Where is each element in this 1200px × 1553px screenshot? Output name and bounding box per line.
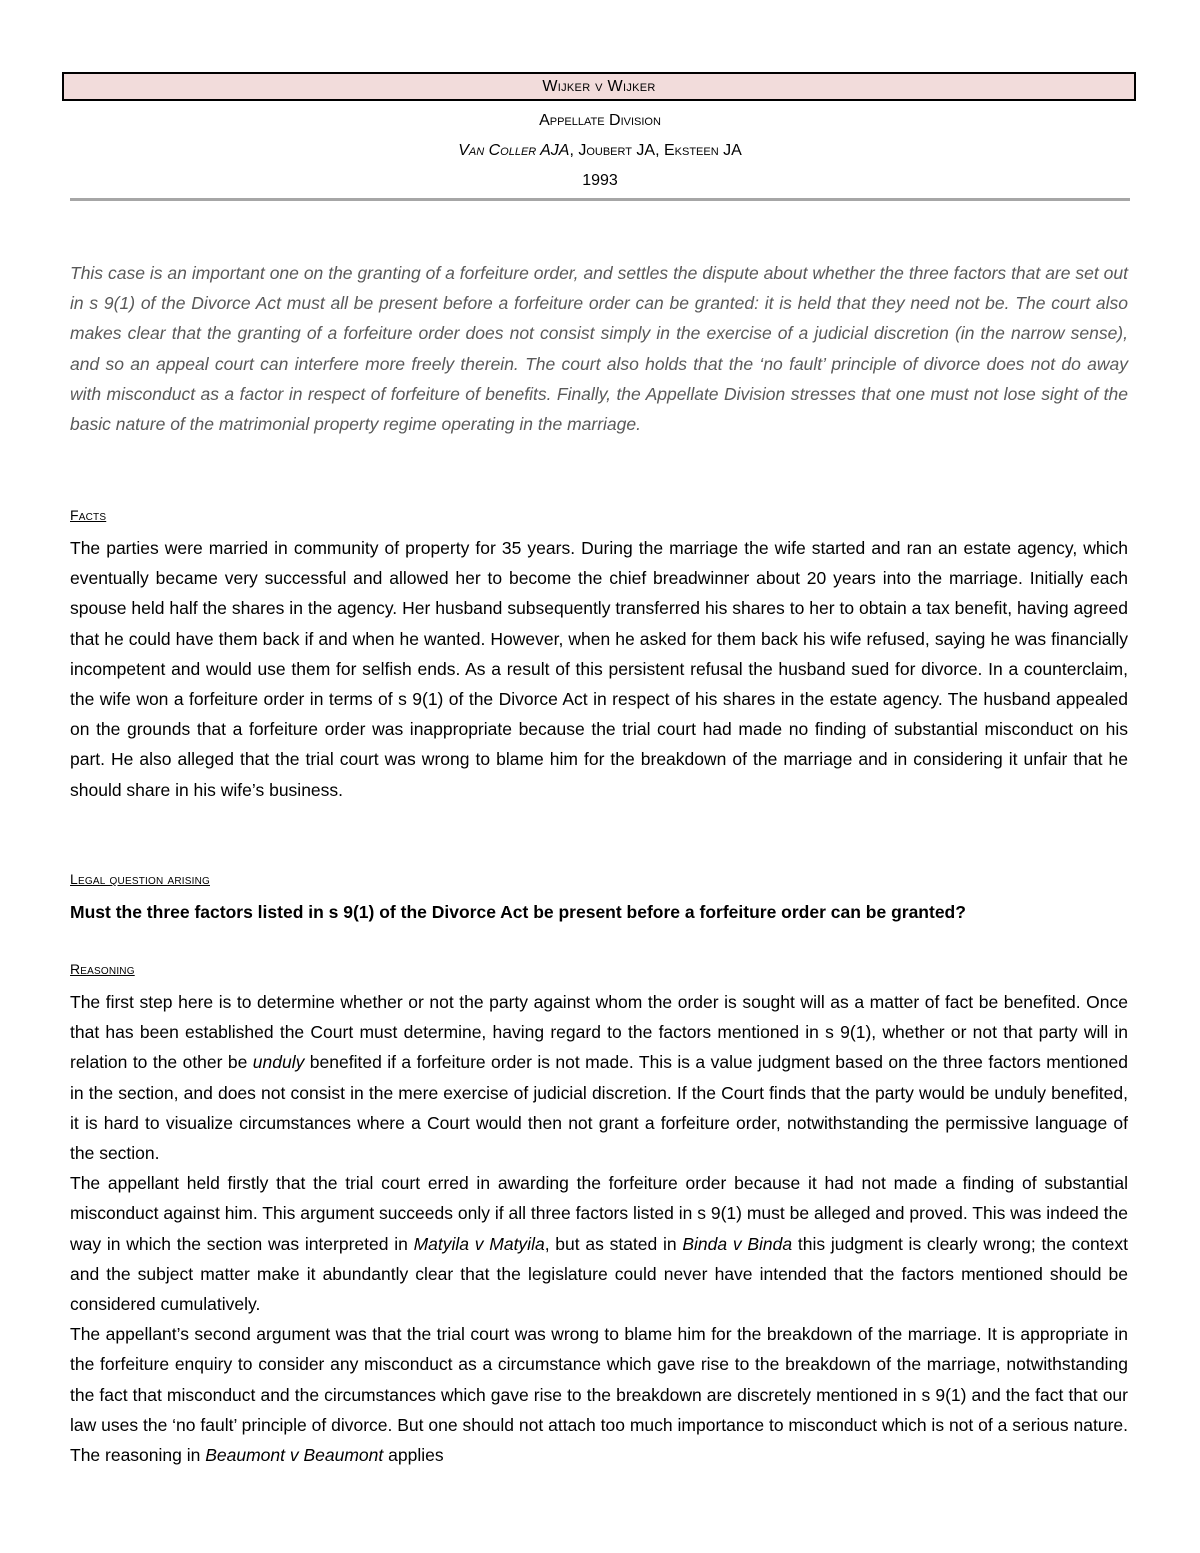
reasoning-p1-text-b: benefited if a forfeiture order is not made. This is a value judgment based on the three factors mentioned in the section, and does not consist in the mere exercise of judicial discretion. If the Court finds that the party would be unduly benefited, it is hard to visualize circumstances where a Court would then not grant a forfeiture order, notwithstanding the permissive language of the section. [70,1052,1128,1164]
reasoning-body [70,987,1128,1470]
reasoning-paragraph-1 [70,987,1128,1168]
case-citation-binda: Binda v Binda [682,1233,793,1254]
reasoning-paragraph-2 [70,1168,1128,1319]
judge-presiding: Van Coller AJA [458,142,570,159]
case-title-text: Wijker v Wijker [542,77,656,95]
reasoning-p1-emphasis: unduly [252,1052,305,1073]
case-citation-beaumont: Beaumont v Beaumont [205,1445,384,1466]
reasoning-p3-text-b: applies [383,1445,444,1466]
legal-question-heading: Legal question arising [70,871,210,887]
reasoning-heading: Reasoning [70,961,135,977]
reasoning-p3-text-a: The appellant’s second argument was that the trial court was wrong to blame him for the breakdown of the marriage. It is appropriate in the forfeiture enquiry to consider any misconduct as a circumstance which gave rise to the breakdown of the marriage, notwithstanding the fact that misconduct and the circumstances which gave rise to the breakdown are discretely mentioned in s 9(1) and the fact that our law uses the ‘no fault’ principle of divorce. But one should not attach too much importance to misconduct which is not of a serious nature. The reasoning in [70,1324,1128,1466]
header-divider [70,198,1130,201]
case-year: 1993 [582,172,618,189]
judges-line [0,142,1200,160]
reasoning-paragraph-3 [70,1319,1128,1470]
case-title [62,72,1136,101]
reasoning-p2-text-a: The appellant held firstly that the trial court erred in awarding the forfeiture order because it had not made a finding of substantial misconduct against him. This argument succeeds only if all three factors listed in s 9(1) must be alleged and proved. This was indeed the way in which the section was interpreted in [70,1173,1128,1254]
facts-heading: Facts [70,507,107,523]
reasoning-p1-text-a: The first step here is to determine whether or not the party against whom the order is sought will as a matter of fact be benefited. Once that has been established the Court must determine, having regard to the factors mentioned in s 9(1), whether or not that party will in relation to the other be [70,992,1128,1073]
court-name: Appellate Division [539,112,661,129]
reasoning-p2-text-c: this judgment is clearly wrong; the context and the subject matter make it abundantly clear that the legislature could never have intended that the factors mentioned should be considered cumulatively. [70,1233,1128,1315]
legal-question-body: Must the three factors listed in s 9(1) of the Divorce Act be present before a forfeiture order can be granted? [70,902,966,922]
case-citation-matyila: Matyila v Matyila [413,1233,545,1254]
judges-other: , Joubert JA, Eksteen JA [569,142,742,159]
case-summary: This case is an important one on the granting of a forfeiture order, and settles the dispute about whether the three factors that are set out in s 9(1) of the Divorce Act must all be present before a forfeiture order can be granted: it is held that they need not be. The court also makes clear that the granting of a forfeiture order does not consist simply in the exercise of a judicial discretion (in the narrow sense), and so an appeal court can interfere more freely therein. The court also holds that the ‘no fault’ principle of divorce does not do away with misconduct as a factor in respect of forfeiture of benefits. Finally, the Appellate Division stresses that one must not lose sight of the basic nature of the matrimonial property regime operating in the marriage. [70,263,1128,435]
facts-body: The parties were married in community of property for 35 years. During the marriage the wife started and ran an estate agency, which eventually became very successful and allowed her to become the chief breadwinner about 20 years into the marriage. Initially each spouse held half the shares in the agency. Her husband subsequently transferred his shares to her to obtain a tax benefit, having agreed that he could have them back if and when he wanted. However, when he asked for them back his wife refused, saying he was financially incompetent and would use them for selfish ends. As a result of this persistent refusal the husband sued for divorce. In a counterclaim, the wife won a forfeiture order in terms of s 9(1) of the Divorce Act in respect of his shares in the estate agency. The husband appealed on the grounds that a forfeiture order was inappropriate because the trial court had made no finding of substantial misconduct on his part. He also alleged that the trial court was wrong to blame him for the breakdown of the marriage and in considering it unfair that he should share in his wife’s business. [70,538,1128,800]
reasoning-p2-text-b: , but as stated in [544,1233,683,1254]
